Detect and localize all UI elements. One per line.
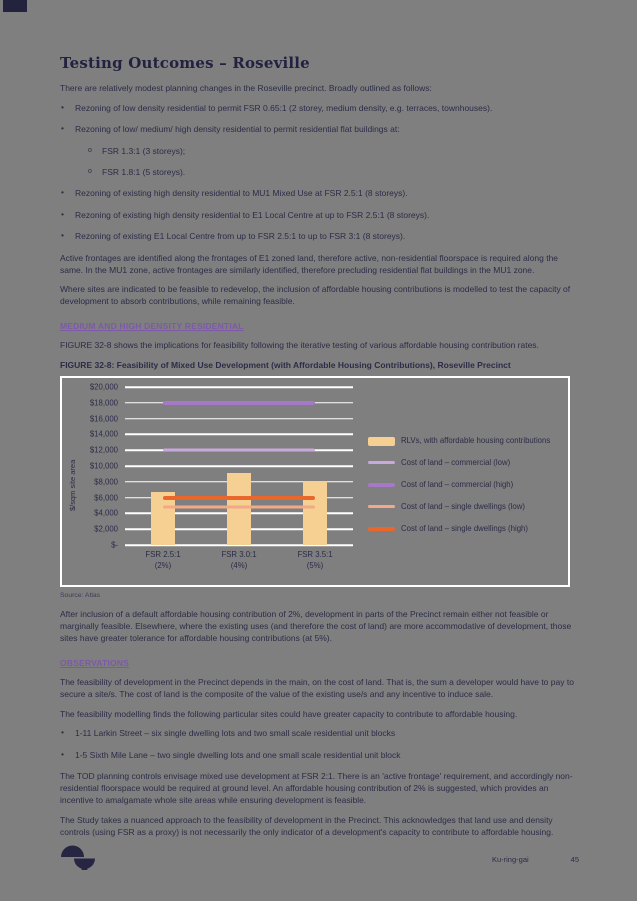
legend-swatch-line — [368, 483, 395, 487]
x-tick-line2: (5%) — [306, 560, 324, 570]
x-tick-label — [297, 550, 332, 571]
gridline — [125, 386, 353, 388]
after-chart-paragraph: After inclusion of a default affordable housing contribution of 2%, development in parts of the Precinct remain either not feasible or marginally feasible. Elsewhere, where the existing uses (and therefore the cost of land) are more accommodative of development, those sites have greater tolerance for affordable housing contributions (at 5%). — [60, 609, 572, 643]
y-tick-label: $6,000 — [94, 493, 118, 503]
feasible-paragraph: Where sites are indicated to be feasible to redevelop, the inclusion of affordable housing contributions is modelled to test the capacity of development to absorb contributions, while remaining feasible. — [60, 284, 571, 307]
tod-paragraph: The TOD planning controls envisage mixed use development at FSR 2:1. There is an 'active frontage' requirement, and accordingly non-residential floorspace would be required at ground level. An affordable housing contribution of 2% is suggested, which provides an incentive to amalgamate whole site areas while ensuring development is feasible. — [60, 771, 573, 805]
y-tick-label: $8,000 — [94, 477, 118, 487]
legend-swatch-line — [368, 461, 395, 464]
x-tick-line1: FSR 2.5:1 — [145, 550, 181, 560]
x-tick-line2: (4%) — [230, 560, 248, 570]
y-axis-labels — [81, 382, 125, 550]
cost-of-land-line — [163, 496, 315, 500]
plot-row — [81, 382, 353, 550]
x-tick-line1: FSR 3.5:1 — [297, 550, 333, 560]
list-item: o FSR 1.3:1 (3 storeys); — [88, 146, 574, 158]
x-axis-labels — [125, 545, 353, 573]
list-item: • Rezoning of low density residential to permit FSR 0.65:1 (2 storey, medium density, e.g. terraces, townhouses). — [60, 103, 574, 115]
figure-intro-paragraph: FIGURE 32-8 shows the implications for feasibility following the iterative testing of various affordable housing contribution rates. — [60, 340, 539, 351]
gridline — [125, 418, 353, 420]
legend-swatch-line — [368, 505, 395, 508]
y-tick-label: $18,000 — [89, 398, 118, 408]
observations-paragraph-1: The feasibility of development in the Precinct depends in the main, on the cost of land. That is, the sum a developer would have to pay to secure a site/s. The cost of land is the composite of the value of the existing use/s and any incentive to induce sale. — [60, 676, 574, 699]
page-footer — [60, 843, 579, 875]
legend-item — [368, 458, 564, 468]
chart-inner — [62, 378, 568, 585]
list-item: • Rezoning of existing high density residential to MU1 Mixed Use at FSR 2.5:1 (8 storeys). — [60, 188, 574, 200]
x-tick-label — [221, 550, 256, 571]
cost-of-land-line — [163, 506, 315, 509]
y-tick-label: $4,000 — [94, 508, 118, 518]
feasibility-chart — [60, 376, 570, 587]
y-tick-label: $12,000 — [89, 445, 118, 455]
legend-swatch-line — [368, 527, 395, 531]
plot-column — [81, 382, 353, 583]
gridline — [125, 434, 353, 436]
y-tick-label: $10,000 — [89, 461, 118, 471]
chart-legend — [353, 387, 564, 583]
legend-label: RLVs, with affordable housing contributions — [401, 435, 551, 445]
planning-change-list — [60, 103, 574, 243]
legend-label: Cost of land – commercial (low) — [401, 457, 511, 467]
corner-tab — [3, 0, 27, 12]
rlv-bar — [151, 492, 175, 545]
section-heading-medium-high-density: MEDIUM AND HIGH DENSITY RESIDENTIAL — [60, 321, 244, 332]
list-item: • Rezoning of existing high density residential to E1 Local Centre at up to FSR 2.5:1 (8 storeys). — [60, 210, 574, 222]
frontages-paragraph: Active frontages are identified along the frontages of E1 zoned land, therefore active, non-residential floorspace is required along the same. In the MU1 zone, active frontages are similarly identified, therefore precluding residential flat buildings in the MU1 zone. — [60, 252, 559, 275]
footer-org: Ku-ring-gai — [491, 854, 529, 864]
list-item: • Rezoning of existing E1 Local Centre from up to FSR 2.5:1 to up to FSR 3:1 (8 storeys). — [60, 231, 574, 243]
atlas-logo-icon — [60, 843, 98, 875]
x-tick-label — [145, 550, 180, 571]
observation-sites-list — [60, 728, 574, 761]
legend-label: Cost of land – single dwellings (high) — [401, 524, 528, 534]
legend-label: Cost of land – commercial (high) — [401, 480, 514, 490]
y-tick-label: $16,000 — [89, 414, 118, 424]
y-tick-label: $2,000 — [94, 524, 118, 534]
plot-area — [125, 387, 353, 545]
legend-item — [368, 480, 564, 490]
y-tick-label: $- — [111, 540, 118, 550]
rlv-bar — [303, 481, 327, 545]
legend-item — [368, 502, 564, 512]
figure-caption: FIGURE 32-8: Feasibility of Mixed Use Development (with Affordable Housing Contributions), Roseville Precinct — [60, 360, 511, 371]
page-content — [60, 54, 574, 847]
rlv-bar — [227, 473, 251, 545]
list-item-text: Rezoning of low/ medium/ high density residential to permit residential flat buildings at: — [75, 124, 400, 135]
x-tick-line2: (2%) — [154, 560, 172, 570]
cost-of-land-line — [163, 401, 315, 405]
y-tick-label: $20,000 — [89, 382, 118, 392]
section-heading-observations: OBSERVATIONS — [60, 657, 129, 668]
page-number: 45 — [570, 854, 579, 864]
y-axis-title: $/sqm site area — [68, 459, 77, 511]
page-title: Testing Outcomes – Roseville — [60, 54, 310, 72]
intro-paragraph: There are relatively modest planning changes in the Roseville precinct. Broadly outlined as follows: — [60, 83, 432, 93]
footer-right — [492, 855, 579, 864]
observations-paragraph-2: The feasibility modelling finds the following particular sites could have greater capacity to contribute to affordable housing. — [60, 708, 518, 719]
list-item — [60, 124, 574, 179]
y-tick-label: $14,000 — [89, 429, 118, 439]
legend-item — [368, 524, 564, 534]
list-item: • 1-5 Sixth Mile Lane – two single dwelling lots and one small scale residential unit block — [60, 750, 574, 762]
x-tick-line1: FSR 3.0:1 — [221, 550, 257, 560]
legend-swatch-bar — [368, 437, 395, 446]
legend-item — [368, 436, 564, 446]
list-item: o FSR 1.8:1 (5 storeys). — [88, 167, 574, 179]
list-item: • 1-11 Larkin Street – six single dwelling lots and two small scale residential unit blocks — [60, 728, 574, 740]
source-note: Source: Atlas — [60, 592, 101, 600]
fsr-sublist — [75, 146, 574, 179]
cost-of-land-line — [163, 449, 315, 452]
study-paragraph: The Study takes a nuanced approach to the feasibility of development in the Precinct. This acknowledges that land use and density controls (using FSR as a proxy) is not necessarily the only indicator of a development's capacity to contribute to affordable housing. — [60, 814, 554, 837]
legend-label: Cost of land – single dwellings (low) — [401, 502, 525, 512]
gridline — [125, 465, 353, 467]
